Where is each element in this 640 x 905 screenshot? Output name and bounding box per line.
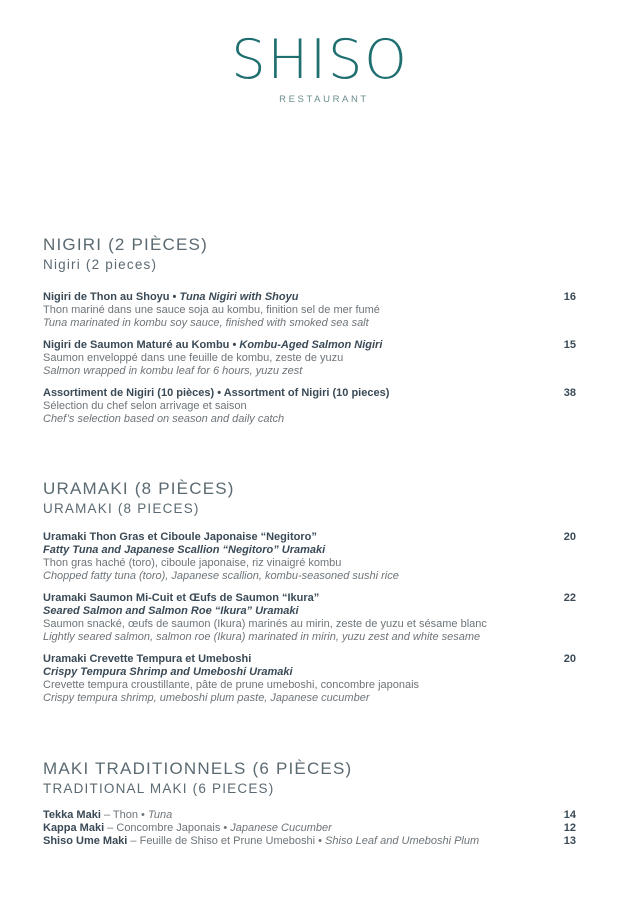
item-desc-fr: Saumon enveloppé dans une feuille de kombu, zeste de yuzu: [43, 352, 344, 364]
separator: •: [229, 339, 240, 351]
separator: •: [315, 835, 326, 847]
item-price: 13: [563, 835, 576, 847]
item-name-en: Fatty Tuna and Japanese Scallion “Negitoro” Uramaki: [43, 544, 326, 556]
menu-item: [43, 592, 576, 644]
item-desc-fr: Thon: [112, 809, 138, 821]
item-desc-en: Lightly seared salmon, salmon roe (Ikura) marinated in mirin, yuzu zest and white sesame: [43, 631, 481, 643]
section-title-en: Nigiri (2 pieces): [43, 257, 158, 272]
item-desc-en: Crispy tempura shrimp, umeboshi plum paste, Japanese cucumber: [43, 692, 370, 704]
item-desc-en: Shiso Leaf and Umeboshi Plum: [325, 835, 480, 847]
separator: •: [138, 809, 148, 821]
section-title-fr: NIGIRI (2 PIÈCES): [43, 235, 208, 254]
item-price: 16: [563, 291, 576, 303]
item-desc-fr: Crevette tempura croustillante, pâte de prune umeboshi, concombre japonais: [43, 679, 420, 691]
item-name: Kappa Maki: [43, 822, 105, 834]
item-name-en: Crispy Tempura Shrimp and Umeboshi Uramaki: [43, 666, 293, 678]
item-name: Shiso Ume Maki: [43, 835, 128, 847]
item-name-fr: Uramaki Thon Gras et Ciboule Japonaise “Negitoro”: [43, 531, 317, 543]
menu-item: [43, 822, 576, 835]
menu-item: [43, 653, 576, 705]
section-title-en: URAMAKI (8 PIECES): [43, 501, 200, 516]
item-desc-fr: Concombre Japonais: [116, 822, 221, 834]
item-price: 15: [563, 339, 576, 351]
item-name-fr: Nigiri de Saumon Maturé au Kombu: [43, 339, 230, 351]
item-desc-en: Salmon wrapped in kombu leaf for 6 hours, yuzu zest: [43, 365, 303, 377]
item-name-en: Seared Salmon and Salmon Roe “Ikura” Uramaki: [43, 605, 299, 617]
item-price: 22: [563, 592, 576, 604]
separator: •: [169, 291, 180, 303]
item-name: Assortiment de Nigiri (10 pièces) • Assortment of Nigiri (10 pieces): [43, 387, 390, 399]
item-name-en: Kombu-Aged Salmon Nigiri: [239, 339, 383, 351]
restaurant-subtitle: RESTAURANT: [279, 94, 369, 105]
dash: –: [100, 809, 113, 821]
menu-item: [43, 291, 576, 330]
item-name-fr: Nigiri de Thon au Shoyu: [43, 291, 170, 303]
restaurant-logo: [0, 30, 640, 105]
item-desc-fr: Thon mariné dans une sauce soja au kombu, finition sel de mer fumé: [43, 304, 380, 316]
menu-item: [43, 809, 576, 822]
item-desc-en: Tuna: [147, 809, 173, 821]
separator: •: [220, 822, 231, 834]
section-uramaki: [43, 479, 576, 714]
section-title-en: TRADITIONAL MAKI (6 PIECES): [43, 781, 275, 796]
item-name-fr: Uramaki Crevette Tempura et Umeboshi: [43, 653, 252, 665]
item-desc-fr: Sélection du chef selon arrivage et saison: [43, 400, 247, 412]
item-price: 14: [563, 809, 576, 821]
item-desc-fr: Thon gras haché (toro), ciboule japonaise, riz vinaigré kombu: [43, 557, 342, 569]
item-price: 20: [563, 531, 576, 543]
section-nigiri: [43, 235, 576, 435]
section-maki: [43, 759, 576, 848]
dash: –: [104, 822, 117, 834]
menu-item: [43, 531, 576, 583]
item-name: Tekka Maki: [43, 809, 101, 821]
section-title-fr: URAMAKI (8 PIÈCES): [43, 479, 235, 498]
dash: –: [127, 835, 140, 847]
item-price: 12: [563, 822, 576, 834]
item-price: 38: [563, 387, 576, 399]
item-desc-en: Tuna marinated in kombu soy sauce, finished with smoked sea salt: [43, 317, 369, 329]
menu-item: [43, 339, 576, 378]
restaurant-name: SHISO: [231, 28, 409, 91]
item-desc-fr: Saumon snacké, œufs de saumon (Ikura) marinés au mirin, zeste de yuzu et sésame blanc: [43, 618, 487, 630]
item-desc-en: Japanese Cucumber: [230, 822, 332, 834]
menu-item: [43, 387, 576, 426]
section-title-fr: MAKI TRADITIONNELS (6 PIÈCES): [43, 759, 353, 778]
item-price: 20: [563, 653, 576, 665]
item-name-fr: Uramaki Saumon Mi-Cuit et Œufs de Saumon “Ikura”: [43, 592, 320, 604]
item-desc-fr: Feuille de Shiso et Prune Umeboshi: [139, 835, 316, 847]
item-desc-en: Chef’s selection based on season and daily catch: [43, 413, 285, 425]
item-desc-en: Chopped fatty tuna (toro), Japanese scallion, kombu-seasoned sushi rice: [43, 570, 399, 582]
item-name-en: Tuna Nigiri with Shoyu: [179, 291, 299, 303]
menu-item: [43, 835, 576, 848]
